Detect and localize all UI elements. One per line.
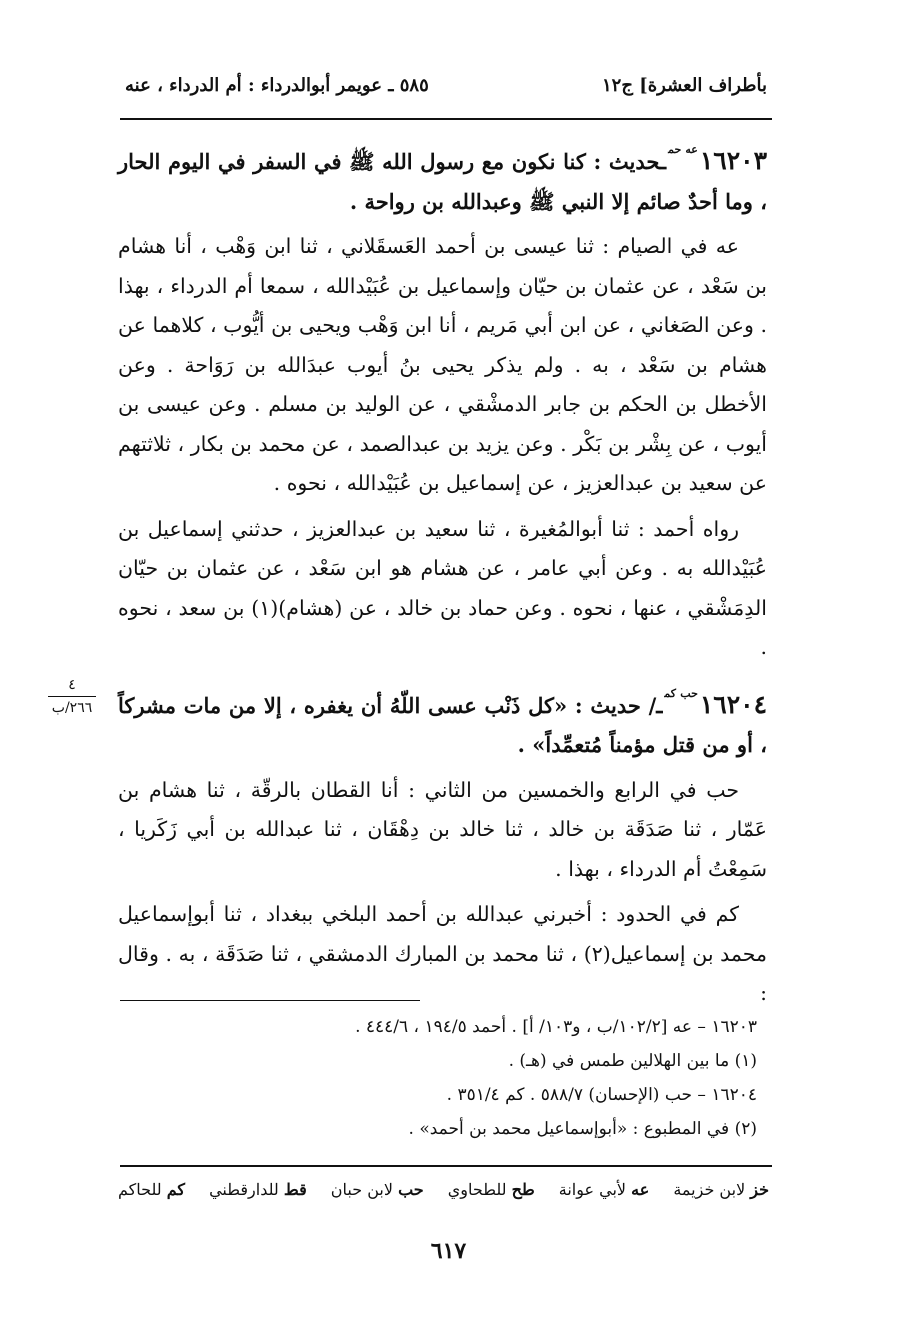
- footnote-rule: [120, 1000, 420, 1001]
- footnote: ١٦٢٠٤ – حب (الإحسان) ٥٨٨/٧ . كم ٣٥١/٤ .: [446, 1085, 757, 1105]
- abbreviation: طح للطحاوي: [447, 1180, 535, 1199]
- margin-ref-bottom: ٢٦٦/ب: [51, 700, 93, 716]
- header-book-title: بأطراف العشرة] ج١٢: [601, 74, 767, 96]
- main-text: [118, 130, 767, 1020]
- abbreviation: خز لابن خزيمة: [673, 1180, 769, 1199]
- hadith-sigla: عه حم: [668, 143, 698, 156]
- footnotes: [120, 1010, 757, 1146]
- margin-ref-top: ٤: [68, 677, 76, 693]
- header-rule: [120, 118, 772, 120]
- abbreviation: كم للحاكم: [118, 1180, 186, 1199]
- hadith-text: ـ/ حديث : «كل ذَنْب عسى اللّهُ أن يغفره ، إلا من مات مشركاً ، أو من قتل مؤمناً مُتعمِّداً» .: [118, 692, 767, 757]
- hadith-number: ١٦٢٠٣: [699, 146, 768, 175]
- footnote: (٢) في المطبوع : «أبوإسماعيل محمد بن أحمد» .: [408, 1119, 757, 1139]
- hadith-16203-heading: [118, 130, 767, 221]
- abbreviations-rule: [120, 1165, 772, 1167]
- hadith-16203-isnad-1: عه في الصيام : ثنا عيسى بن أحمد العَسقَلاني ، ثنا ابن وَهْب ، أنا هشام بن سَعْد ، عن عثمان بن حيّان وإسماعيل بن عُبَيْدالله ، سمعا أم الدرداء ، بهذا . وعن الصَغاني ، عن ابن أبي مَريم ، أنا ابن وَهْب ويحيى بن أيُّوب ، كلاهما عن هشام بن سَعْد ، به . ولم يذكر يحيى بنُ أيوب عبدَالله بن رَوَاحة . وعن الأخطل بن الحكم بن جابر الدمشْقي ، عن الوليد بن مسلم . وعن عيسى بن أيوب ، عن بِشْر بن بَكْر . وعن يزيد بن عبدالصمد ، عن محمد بن بكار ، ثلاثتهم عن سعيد بن عبدالعزيز ، عن إسماعيل بن عُبَيْدالله ، نحوه .: [118, 234, 767, 495]
- abbreviations-key: [118, 1180, 769, 1199]
- footnote: ١٦٢٠٣ – عه [١٠٢/٢/ب ، و١٠٣/ أ] . أحمد ١٩٤/٥ ، ٤٤٤/٦ .: [355, 1017, 757, 1037]
- hadith-sigla: حب كم: [664, 686, 698, 700]
- hadith-16204-isnad-2: كم في الحدود : أخبرني عبدالله بن أحمد البلخي ببغداد ، ثنا أبوإسماعيل محمد بن إسماعيل(٢) ، ثنا محمد بن المبارك الدمشقي ، ثنا صَدَقَة ، به . وقال :: [118, 902, 767, 1005]
- hadith-16204-heading: [118, 674, 767, 765]
- margin-manuscript-ref: [42, 676, 102, 717]
- abbreviation: قط للدارقطني: [209, 1180, 307, 1199]
- hadith-16203-isnad-2: رواه أحمد : ثنا أبوالمُغيرة ، ثنا سعيد بن عبدالعزيز ، حدثني إسماعيل بن عُبَيْدالله به . وعن أبي عامر ، عن هشام هو ابن سَعْد ، عن عثمان بن حيّان الدِمَشْقي ، عنها ، نحوه . وعن حماد بن خالد ، عن (هشام)(١) بن سعد ، نحوه .: [118, 516, 767, 659]
- hadith-16204-isnad-1: حب في الرابع والخمسين من الثاني : أنا القطان بالرقّة ، ثنا هشام بن عَمّار ، ثنا صَدَقَة بن خالد ، ثنا خالد بن دِهْقَان ، ثنا عبدالله بن أبي زَكَريا ، سَمِعْتُ أم الدرداء ، بهذا .: [118, 777, 767, 881]
- page-number: ٦١٧: [430, 1238, 467, 1264]
- header-section-title: ٥٨٥ ـ عويمر أبوالدرداء : أم الدرداء ، عنه: [125, 74, 429, 96]
- abbreviation: حب لابن حبان: [330, 1180, 424, 1199]
- hadith-number: ١٦٢٠٤: [699, 689, 768, 719]
- margin-ref-divider: [48, 696, 96, 697]
- hadith-text: ـحديث : كنا نكون مع رسول الله ﷺ في السفر في اليوم الحار ، وما أحدٌ صائم إلا النبي ﷺ وعبدالله بن رواحة .: [118, 149, 767, 214]
- running-header: [125, 68, 767, 102]
- footnote: (١) ما بين الهلالين طمس في (هـ) .: [508, 1051, 757, 1071]
- abbreviation: عه لأبي عوانة: [558, 1180, 650, 1199]
